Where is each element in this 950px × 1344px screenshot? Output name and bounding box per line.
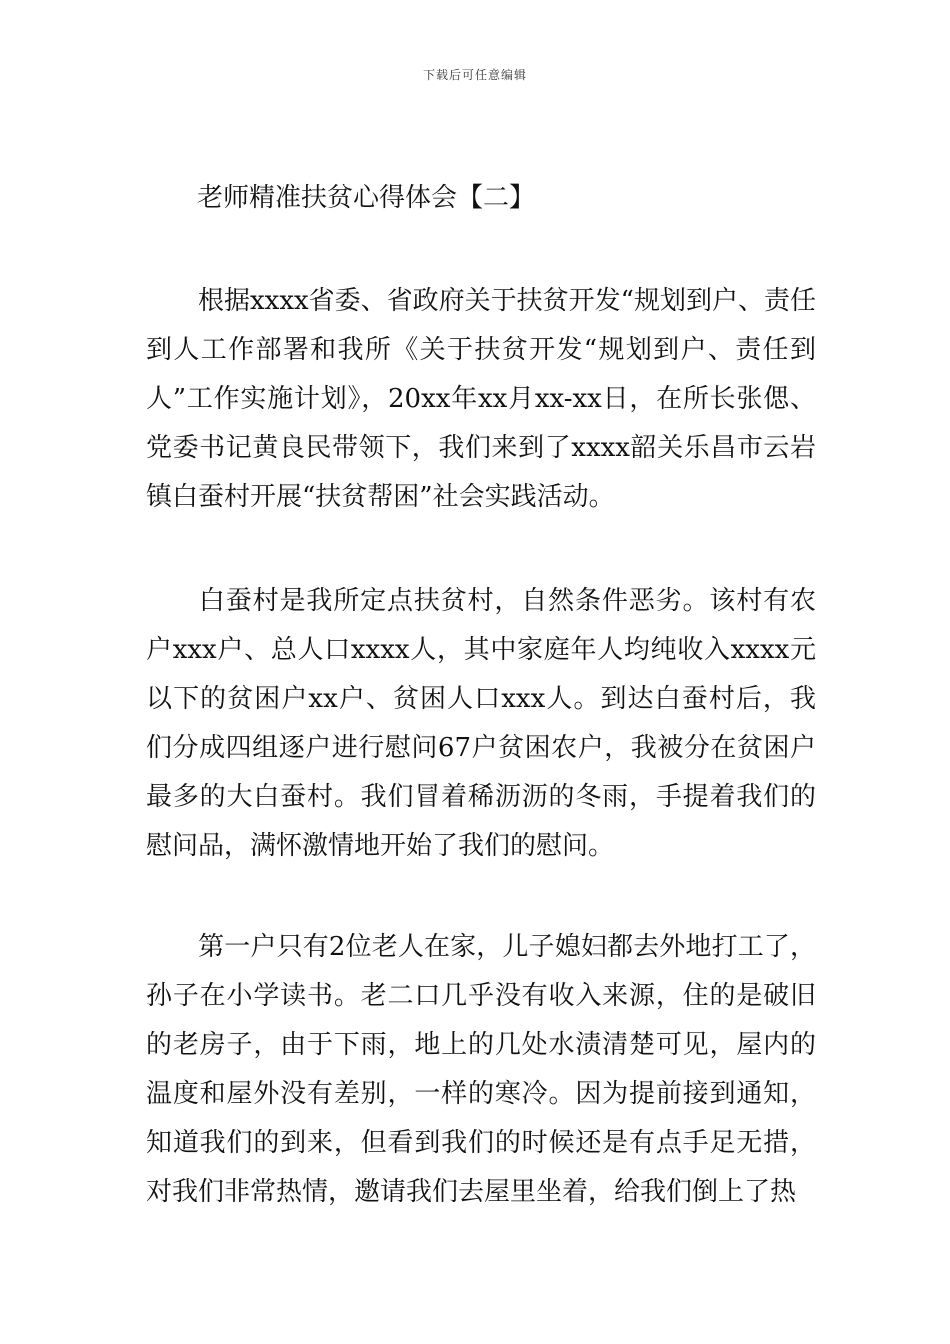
paragraph-1 — [146, 277, 816, 522]
paragraph-2 — [146, 577, 816, 871]
paragraph-2-text: 白蚕村是我所定点扶贫村，自然条件恶劣。该村有农户xxx户、总人口xxxx人，其中家庭年人均纯收入xxxx元以下的贫困户xx户、贫困人口xxx人。到达白蚕村后，我们分成四组逐户进行慰问67户贫困农户，我被分在贫困户最多的大白蚕村。我们冒着稀沥沥的冬雨，手提着我们的慰问品，满怀激情地开始了我们的慰问。 — [146, 586, 816, 861]
page-header: 下载后可任意编辑 — [422, 68, 527, 82]
document-title: 老师精准扶贫心得体会【二】 — [197, 183, 536, 213]
paragraph-1-text: 根据xxxx省委、省政府关于扶贫开发“规划到户、责任到人工作部署和我所《关于扶贫开发“规划到户、责任到人”工作实施计划》，20xx年xx月xx-xx日，在所长张偲、党委书记黄良民带领下，我们来到了xxxx韶关乐昌市云岩镇白蚕村开展“扶贫帮困”社会实践活动。 — [146, 286, 816, 512]
paragraph-3-text: 第一户只有2位老人在家，儿子媳妇都去外地打工了，孙子在小学读书。老二口几乎没有收入来源，住的是破旧的老房子，由于下雨，地上的几处水渍清楚可见，屋内的温度和屋外没有差别，一样的寒冷。因为提前接到通知，知道我们的到来，但看到我们的时候还是有点手足无措，对我们非常热情，邀请我们去屋里坐着，给我们倒上了热 — [146, 932, 816, 1207]
paragraph-3 — [146, 923, 816, 1217]
